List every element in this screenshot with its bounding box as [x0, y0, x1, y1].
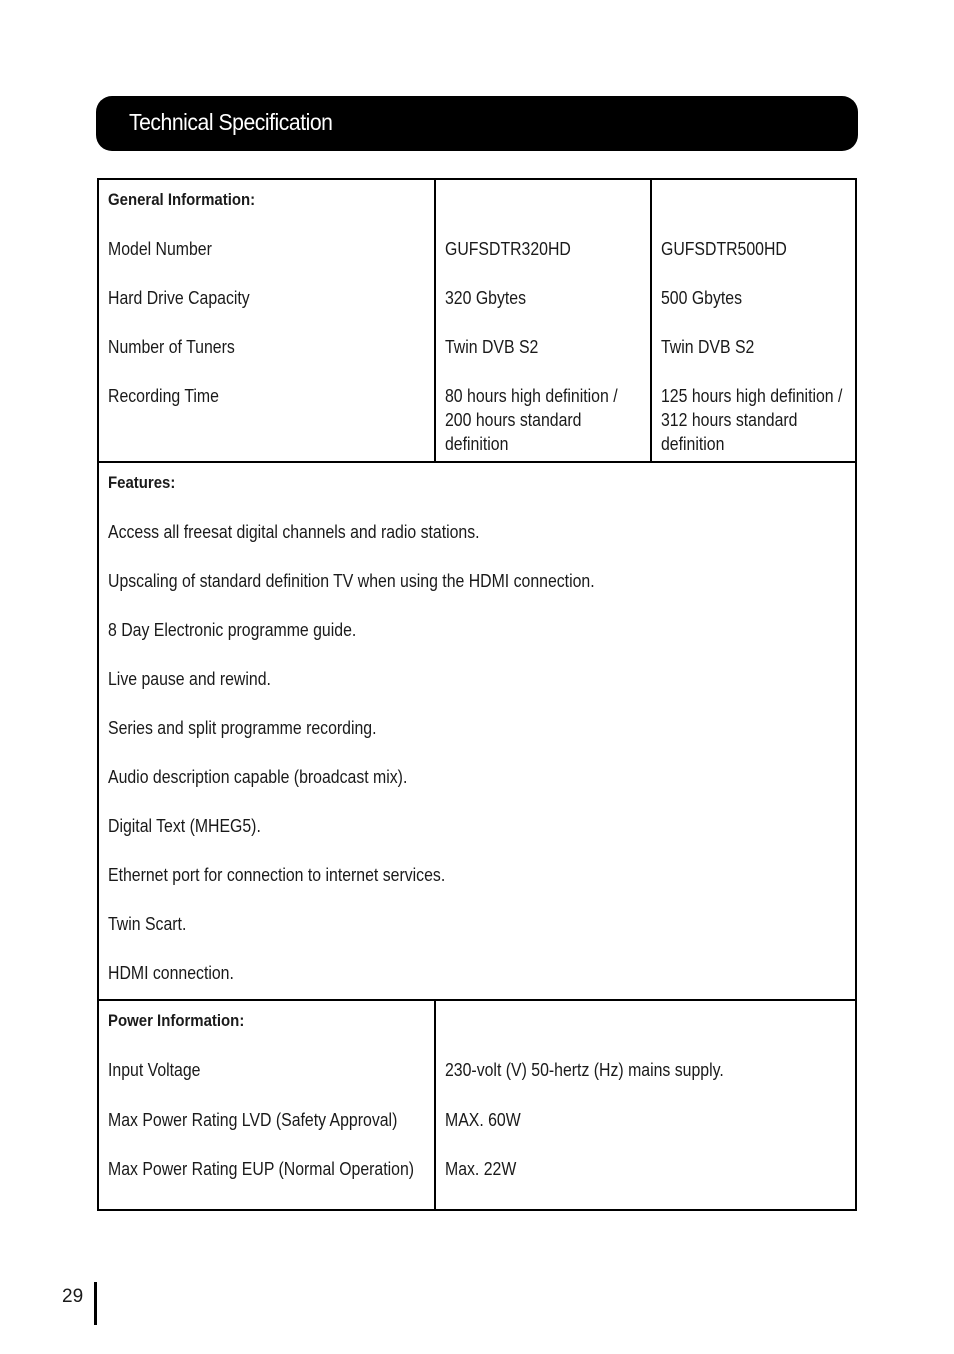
lvd-rating-value: MAX. 60W: [445, 1110, 521, 1130]
model-500-recording-time: 125 hours high definition / 312 hours standard definition: [661, 386, 843, 454]
feature-item: HDMI connection.: [108, 963, 234, 983]
power-heading: Power Information:: [108, 1011, 245, 1030]
feature-item: 8 Day Electronic programme guide.: [108, 620, 357, 640]
page-number-rule: [94, 1282, 97, 1325]
model-500-capacity: 500 Gbytes: [661, 288, 743, 308]
feature-item: Series and split programme recording.: [108, 718, 377, 738]
page-title: Technical Specification: [129, 109, 333, 135]
eup-rating-value: Max. 22W: [445, 1159, 517, 1179]
model-500-cell: [651, 179, 856, 462]
section-header-bar: [96, 96, 858, 151]
feature-item: Twin Scart.: [108, 914, 187, 934]
features-heading: Features:: [108, 473, 176, 492]
features-row: [98, 462, 856, 1000]
model-320-cell: [435, 179, 651, 462]
eup-rating-label: Max Power Rating EUP (Normal Operation): [108, 1159, 415, 1179]
feature-item: Access all freesat digital channels and radio stations.: [108, 522, 480, 542]
model-320-recording-time: 80 hours high definition / 200 hours standard definition: [445, 386, 618, 454]
input-voltage-label: Input Voltage: [108, 1060, 201, 1080]
general-labels-cell: [98, 179, 435, 462]
model-500-number: GUFSDTR500HD: [661, 239, 787, 259]
feature-item: Digital Text (MHEG5).: [108, 816, 261, 836]
general-info-row: [98, 179, 856, 462]
page-number: 29: [62, 1286, 84, 1307]
feature-item: Upscaling of standard definition TV when using the HDMI connection.: [108, 571, 595, 591]
feature-item: Live pause and rewind.: [108, 669, 271, 689]
recording-time-label: Recording Time: [108, 386, 219, 406]
power-labels-cell: [98, 1000, 435, 1210]
model-500-tuners: Twin DVB S2: [661, 337, 755, 357]
power-info-row: [98, 1000, 856, 1210]
model-number-label: Model Number: [108, 239, 212, 259]
input-voltage-value: 230-volt (V) 50-hertz (Hz) mains supply.: [445, 1060, 724, 1080]
power-values-cell: [435, 1000, 856, 1210]
feature-item: Ethernet port for connection to internet services.: [108, 865, 446, 885]
spec-table: [97, 178, 857, 1211]
tuners-label: Number of Tuners: [108, 337, 235, 357]
feature-item: Audio description capable (broadcast mix).: [108, 767, 408, 787]
model-320-tuners: Twin DVB S2: [445, 337, 539, 357]
features-cell: [98, 462, 856, 1000]
hard-drive-label: Hard Drive Capacity: [108, 288, 250, 308]
lvd-rating-label: Max Power Rating LVD (Safety Approval): [108, 1110, 398, 1130]
model-320-number: GUFSDTR320HD: [445, 239, 571, 259]
general-heading: General Information:: [108, 190, 256, 209]
model-320-capacity: 320 Gbytes: [445, 288, 527, 308]
